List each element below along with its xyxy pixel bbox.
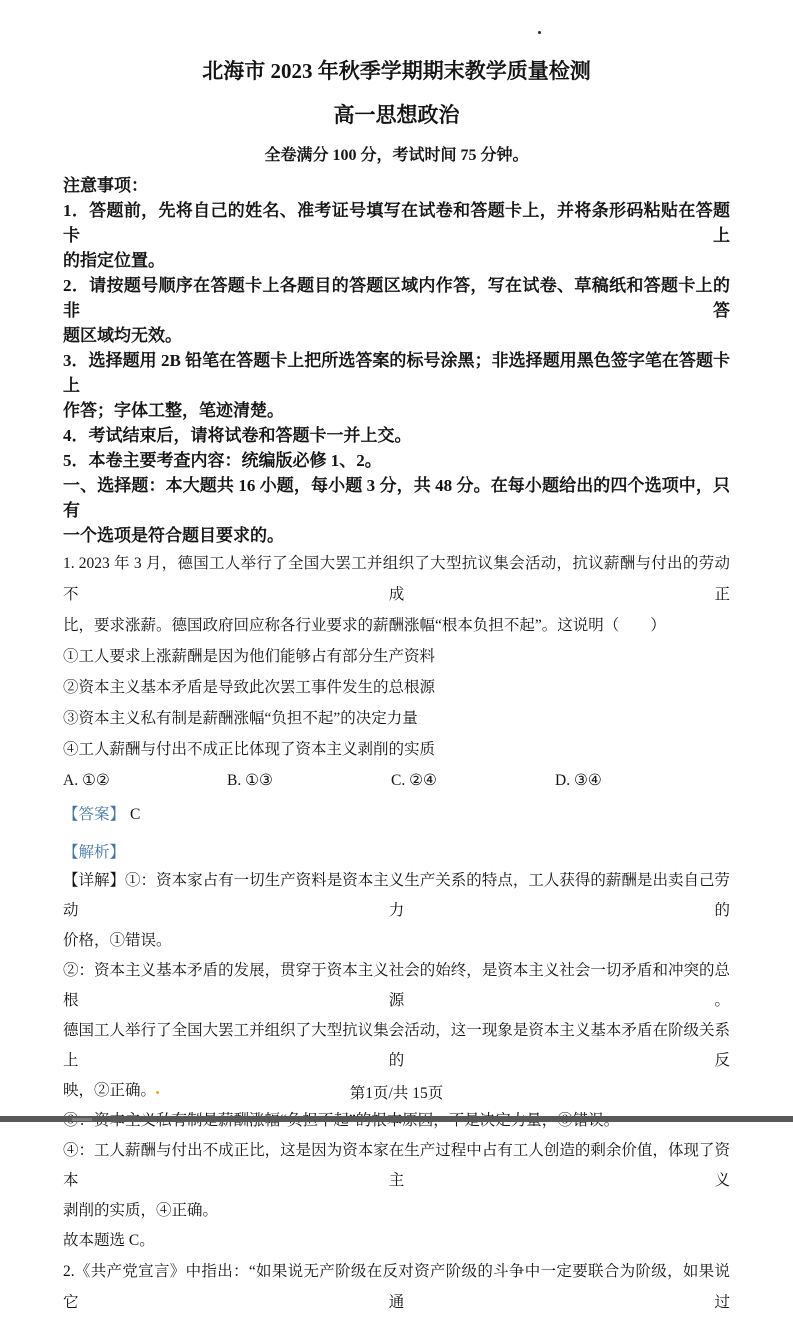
note-item-3: 3．选择题用 2B 铅笔在答题卡上把所选答案的标号涂黑；非选择题用黑色签字笔在答题卡上 作答；字体工整，笔迹清楚。 [63, 351, 730, 420]
score-line: 全卷满分 100 分，考试时间 75 分钟。 [264, 147, 529, 164]
page-title: 北海市 2023 年秋季学期期末教学质量检测 [202, 59, 591, 83]
question-1 [63, 548, 730, 796]
notes-heading: 注意事项： [63, 176, 148, 195]
question-1-statement-4: ④工人薪酬与付出不成正比体现了资本主义剥削的实质 [63, 741, 436, 758]
page-subtitle: 高一思想政治 [333, 103, 460, 127]
question-1-statement-1: ①工人要求上涨薪酬是因为他们能够占有部分生产资料 [63, 648, 436, 665]
choice-d: D. ③④ [555, 772, 602, 789]
notes-list [63, 198, 730, 548]
answer-line [63, 800, 730, 830]
bottom-bar [0, 1116, 793, 1122]
note-item-5: 5．本卷主要考查内容：统编版必修 1、2。 [63, 451, 382, 470]
detail-paragraph-2: ②：资本主义基本矛盾的发展，贯穿于资本主义社会的始终，是资本主义社会一切矛盾和冲突的总根源。 德国工人举行了全国大罢工并组织了大型抗议集会活动，这一现象是资本主义基本矛盾在阶级关系上的反 映，②正确。 [63, 962, 730, 1099]
question-2 [63, 1256, 730, 1318]
detail-paragraph-1: 【详解】①：资本家占有一切生产资料是资本主义生产关系的特点，工人获得的薪酬是出卖自己劳动力的 价格，①错误。 [63, 872, 730, 949]
question-1-statement-3: ③资本主义私有制是薪酬涨幅“负担不起”的决定力量 [63, 710, 418, 727]
detail-paragraph-4: ④：工人薪酬与付出不成正比，这是因为资本家在生产过程中占有工人创造的剩余价值，体现了资本主义 剥削的实质，④正确。 [63, 1142, 730, 1219]
stray-dot-bottom [156, 1091, 159, 1094]
question-2-stem: 2.《共产党宣言》中指出：“如果说无产阶级在反对资产阶级的斗争中一定要联合为阶级，如果说它通过 [63, 1263, 730, 1311]
analysis-line [63, 840, 730, 866]
detail-paragraph-5: 故本题选 C。 [63, 1232, 155, 1249]
answer-value: C [130, 806, 141, 823]
note-item-4: 4．考试结束后，请将试卷和答题卡一并上交。 [63, 426, 412, 445]
note-item-1: 1．答题前，先将自己的姓名、准考证号填写在试卷和答题卡上，并将条形码粘贴在答题卡上 的指定位置。 [63, 201, 730, 270]
section-header: 一、选择题：本大题共 16 小题，每小题 3 分，共 48 分。在每小题给出的四个选项中，只有 一个选项是符合题目要求的。 [63, 476, 730, 545]
question-1-stem: 1. 2023 年 3 月，德国工人举行了全国大罢工并组织了大型抗议集会活动，抗议薪酬与付出的劳动不成正 比，要求涨薪。德国政府回应称各行业要求的薪酬涨幅“根本负担不起”。这说明（ ） [63, 555, 730, 634]
bottom-bar-smudge [72, 1118, 92, 1121]
question-1-choices [63, 765, 730, 796]
page-footer: 第1页/共 15页 [349, 1085, 444, 1102]
question-1-statement-2: ②资本主义基本矛盾是导致此次罢工事件发生的总根源 [63, 679, 436, 696]
choice-a: A. ①② [63, 772, 110, 789]
answer-label: 【答案】 [63, 806, 126, 823]
analysis-label: 【解析】 [63, 844, 126, 861]
choice-b: B. ①③ [227, 772, 273, 789]
choice-c: C. ②④ [391, 772, 437, 789]
stray-dot-top [538, 31, 541, 34]
detail-explanation [63, 866, 730, 1256]
note-item-2: 2．请按题号顺序在答题卡上各题目的答题区域内作答，写在试卷、草稿纸和答题卡上的非答 题区域均无效。 [63, 276, 730, 345]
